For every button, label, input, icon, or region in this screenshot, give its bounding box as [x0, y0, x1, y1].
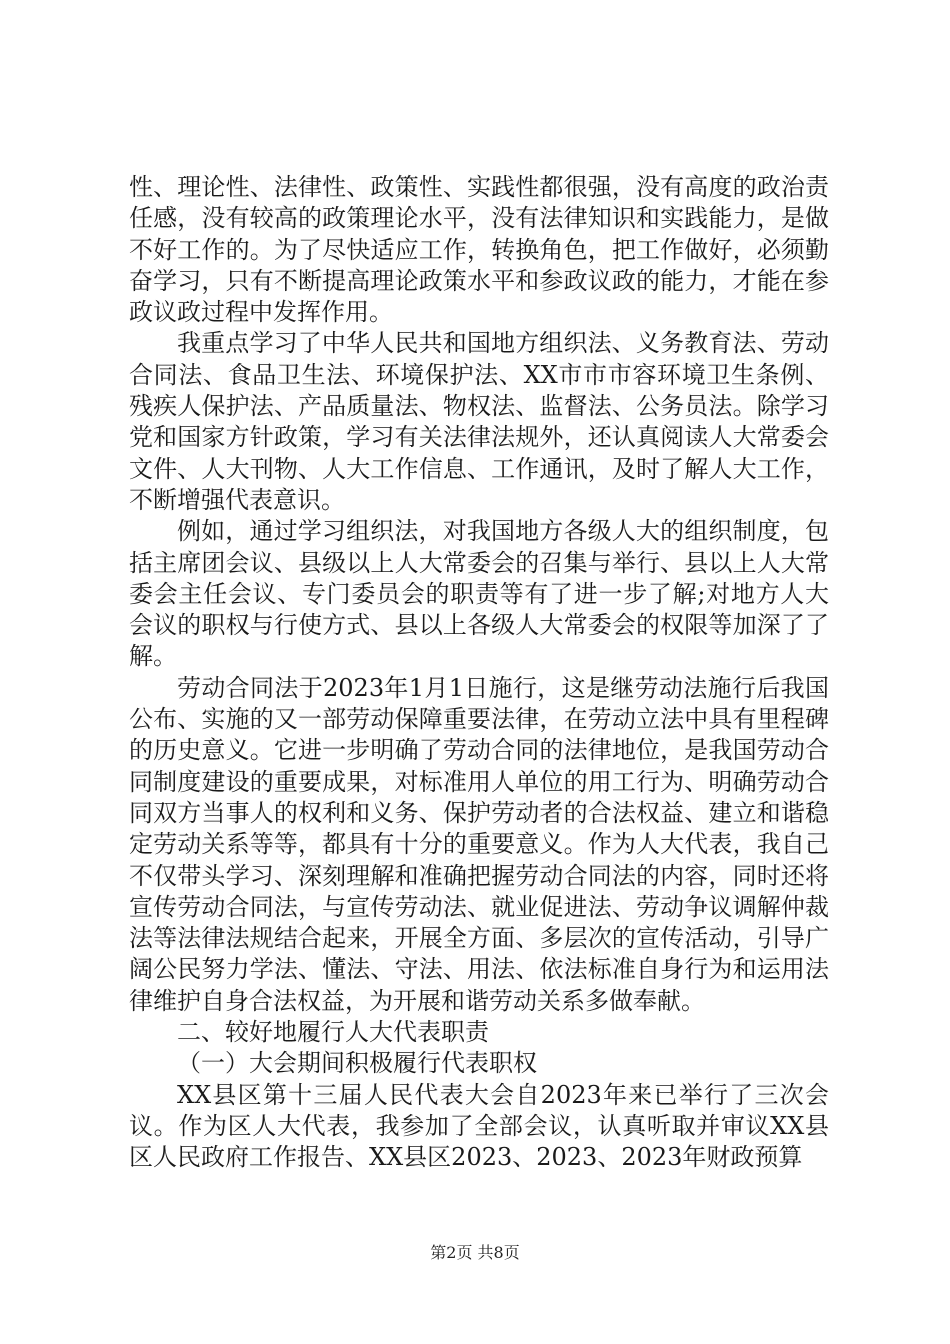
paragraph-study-laws: 我重点学习了中华人民共和国地方组织法、义务教育法、劳动合同法、食品卫生法、环境保护法、XX市市市容环境卫生条例、残疾人保护法、产品质量法、物权法、监督法、公务员法。除学习党和国家方针政策，学习有关法律法规外，还认真阅读人大常委会文件、人大刊物、人大工作信息、工作通讯，及时了解人大工作，不断增强代表意识。	[129, 329, 829, 514]
paragraph-labor-contract-law: 劳动合同法于2023年1月1日施行，这是继劳动法施行后我国公布、实施的又一部劳动保障重要法律，在劳动立法中具有里程碑的历史意义。它进一步明确了劳动合同的法律地位，是我国劳动合同制度建设的重要成果，对标准用人单位的用工行为、明确劳动合同双方当事人的权利和义务、保护劳动者的合法权益、建立和谐稳定劳动关系等等，都具有十分的重要意义。作为人大代表，我自己不仅带头学习、深刻理解和准确把握劳动合同法的内容，同时还将宣传劳动合同法，与宣传劳动法、就业促进法、劳动争议调解仲裁法等法律法规结合起来，开展全方面、多层次的宣传活动，引导广阔公民努力学法、懂法、守法、用法、依法标准自身行为和运用法律维护自身合法权益，为开展和谐劳动关系多做奉献。	[129, 673, 829, 1015]
paragraph-continuation: 性、理论性、法律性、政策性、实践性都很强，没有高度的政治责任感，没有较高的政策理论水平，没有法律知识和实践能力，是做不好工作的。为了尽快适应工作，转换角色，把工作做好，必须勤奋学习，只有不断提高理论政策水平和参政议政的能力，才能在参政议政过程中发挥作用。	[129, 173, 829, 327]
page-footer	[0, 1240, 950, 1263]
paragraph-congress-sessions: XX县区第十三届人民代表大会自2023年来已举行了三次会议。作为区人大代表，我参加了全部会议，认真听取并审议XX县区人民政府工作报告、XX县区2023、2023、2023年财政预算	[129, 1080, 829, 1172]
page-number-label: 第2页 共8页	[430, 1243, 520, 1262]
paragraph-organization-law: 例如，通过学习组织法，对我国地方各级人大的组织制度，包括主席团会议、县级以上人大常委会的召集与举行、县以上人大常委会主任会议、专门委员会的职责等有了进一步了解;对地方人大会议的职权与行使方式、县以上各级人大常委会的权限等加深了了解。	[129, 517, 829, 671]
document-body	[129, 172, 829, 1174]
section-heading: 二、较好地履行人大代表职责	[177, 1018, 489, 1047]
subsection-heading: （一）大会期间积极履行代表职权	[177, 1049, 537, 1078]
